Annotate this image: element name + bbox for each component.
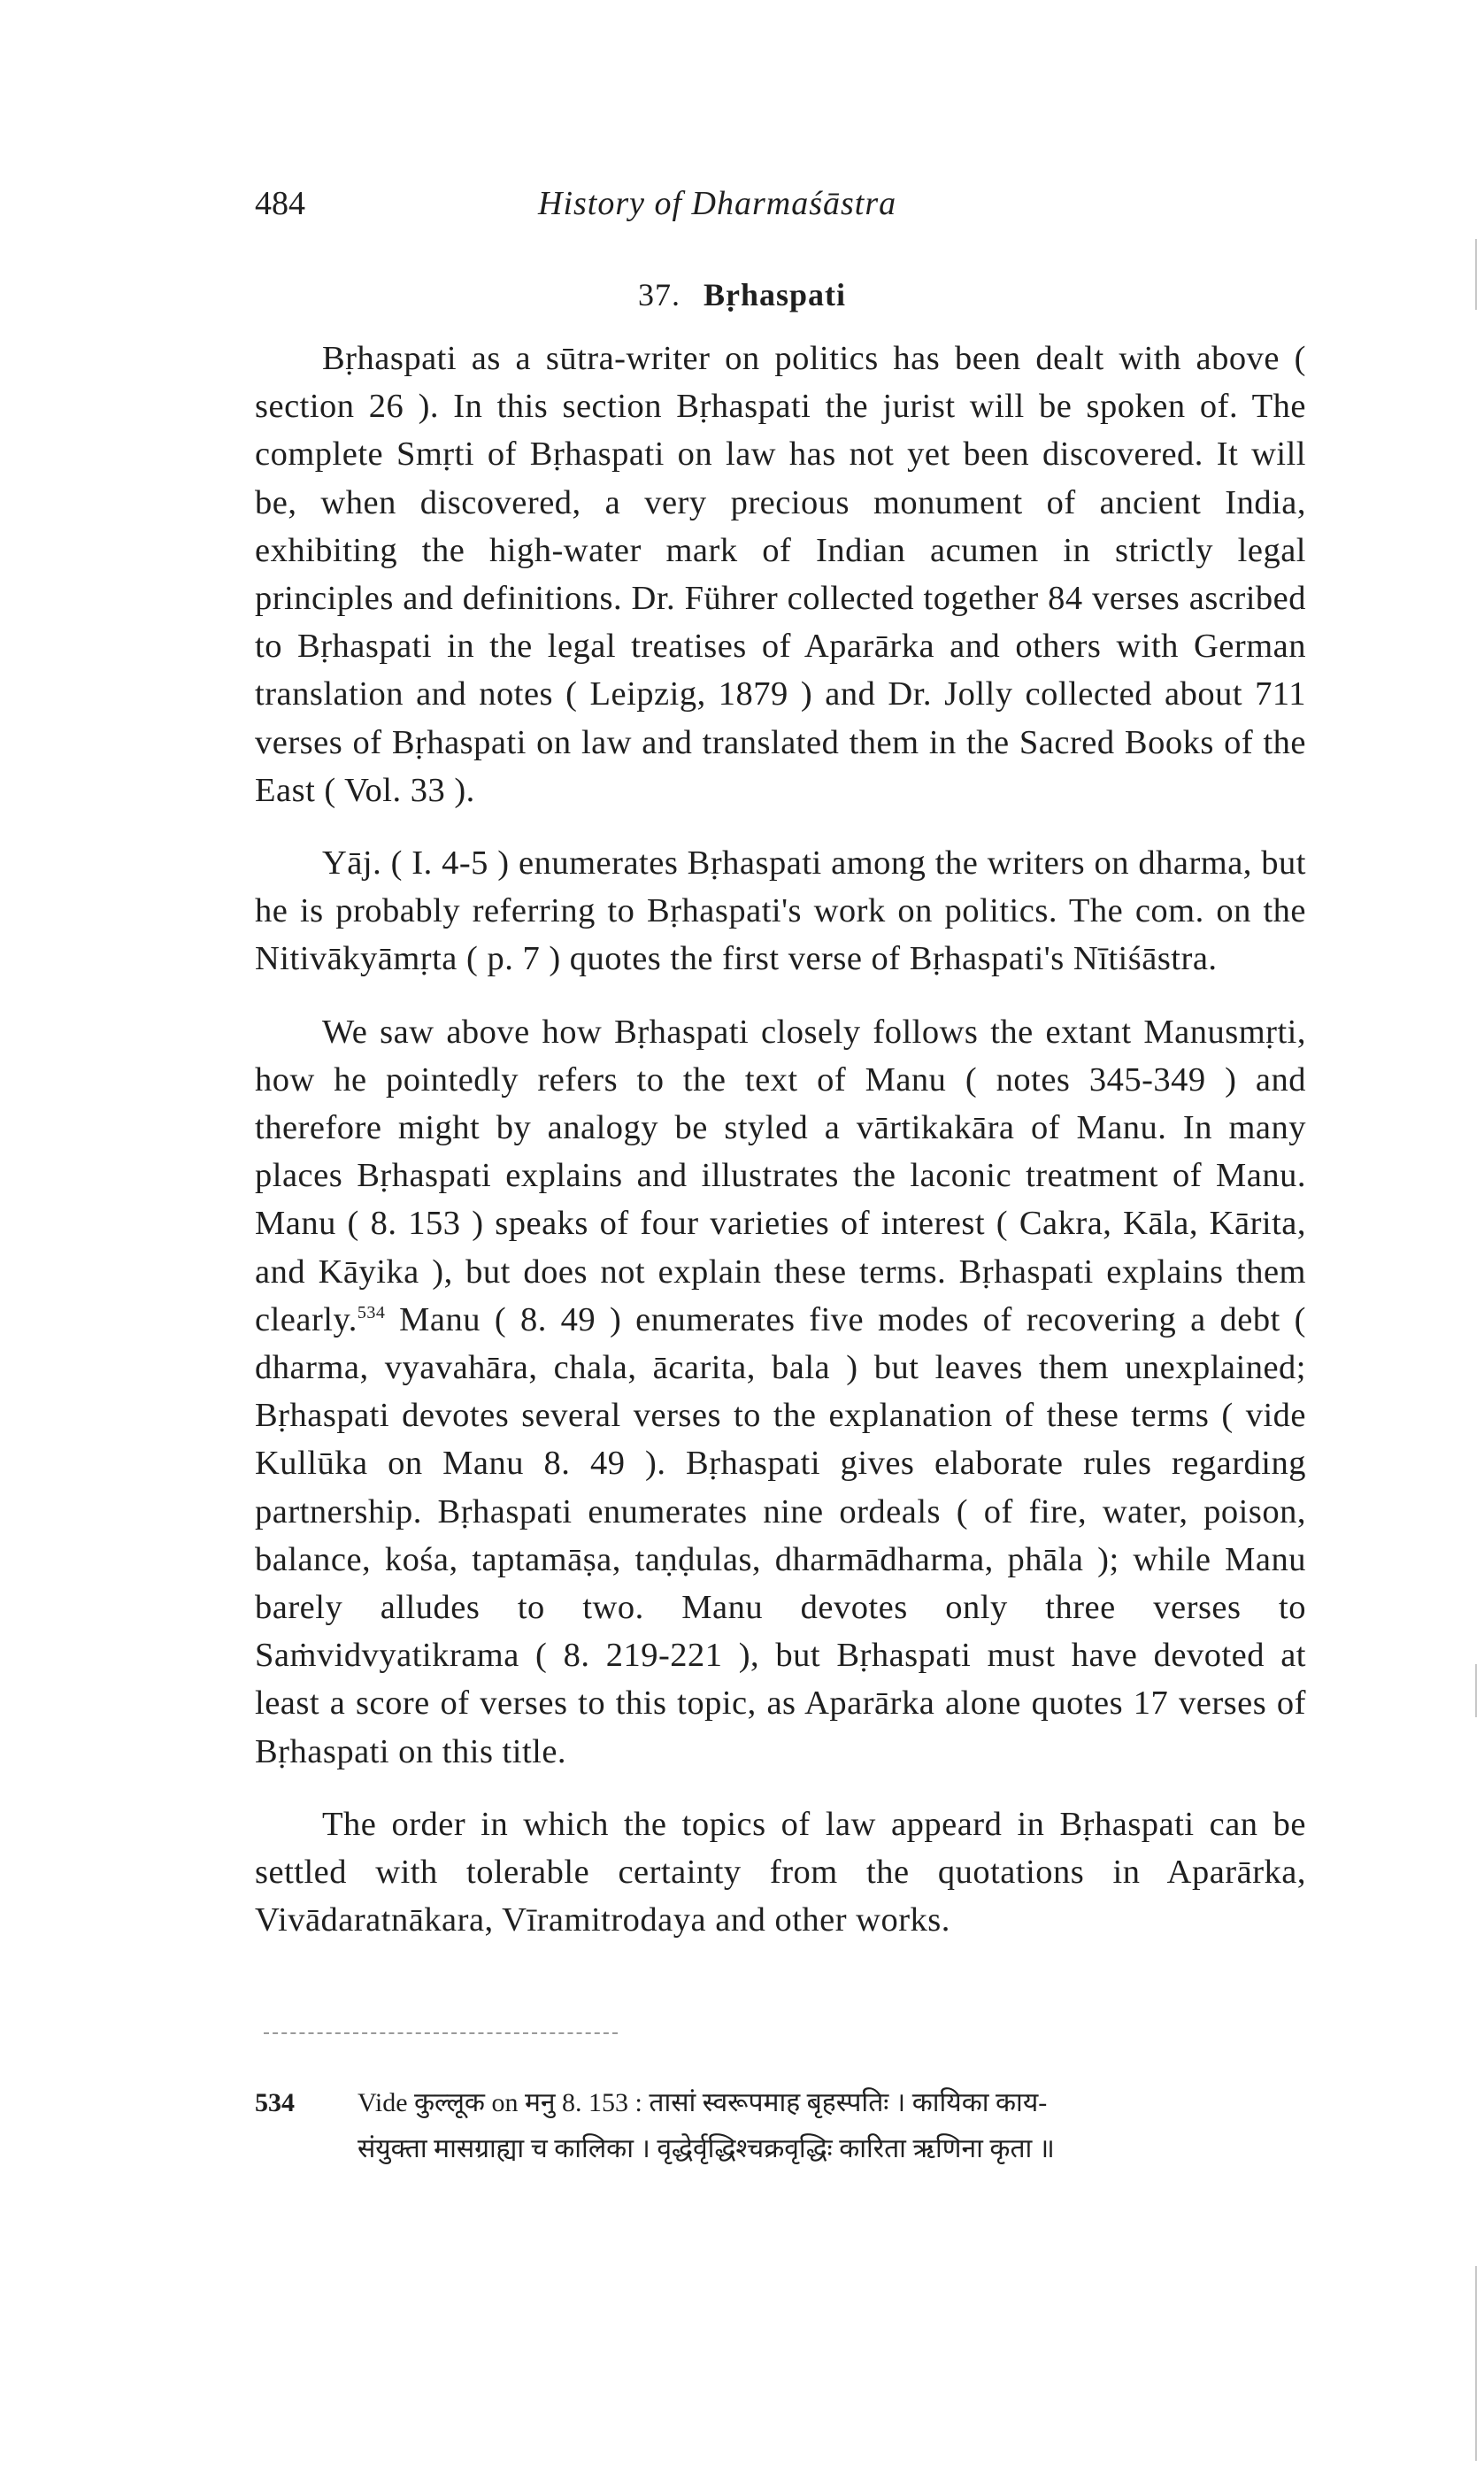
footnote-divider [264,2032,618,2034]
paragraph-3 [255,1008,1306,1776]
page-number: 484 [255,185,305,222]
running-head: History of Dharmaśāstra [538,185,897,222]
footnote-number: 534 [255,2088,295,2117]
body-text [255,335,1306,1945]
footnote [255,2080,1306,2172]
page-header [255,184,1317,237]
paragraph-1: Bṛhaspati as a sūtra-writer on politics has been dealt with above ( section 26 ). In this section Bṛhaspati the jurist will be spoken of. The complete Smṛti of Bṛhaspati on law has not yet been discovered. It will be, when discovered, a very precious monument of ancient India, exhibiting the high-water mark of Indian acumen in strictly legal principles and definitions. Dr. Führer collected together 84 verses ascribed to Bṛhaspati in the legal treatises of Aparārka and others with German translation and notes ( Leipzig, 1879 ) and Dr. Jolly collected about 711 verses of Bṛhaspati on law and translated them in the Sacred Books of the East ( Vol. 33 ). [255,340,1306,809]
footnote-text-line-1: Vide कुल्लूक on मनु 8. 153 : तासां स्वरूपमाह बृहस्पतिः । कायिका काय- [358,2088,1048,2117]
section-title: Bṛhaspati [703,277,847,312]
footnote-line-2 [255,2126,1306,2172]
paragraph-3-text-b: Manu ( 8. 49 ) enumerates five modes of recovering a debt ( dharma, vyavahāra, chala, ācarita, bala ) but leaves them unexplained; Bṛhaspati devotes several verses to the explanation of these terms ( vide Kullūka on Manu 8. 49 ). Bṛhaspati gives elaborate rules regarding partnership. Bṛhaspati enumerates nine ordeals ( of fire, water, poison, balance, kośa, taptamāṣa, taṇḍulas, dharmādharma, phāla ); while Manu barely alludes to two. Manu devotes only three verses to Saṁvidvyatikrama ( 8. 219-221 ), but Bṛhaspati must have devoted at least a score of verses to this topic, as Aparārka alone quotes 17 verses of Bṛhaspati on this title. [255,1300,1306,1770]
scan-margin-mark [1475,239,1477,310]
footnote-text-line-2: संयुक्ता मासग्राह्या च कालिका । वृद्धेर्वृद्धिश्चक्रवृद्धिः कारिता ऋणिना कृता ॥ [358,2134,1055,2163]
paragraph-3-text-a: We saw above how Bṛhaspati closely follows the extant Manusmṛti, how he pointedly refers to the text of Manu ( notes 345-349 ) and therefore might by analogy be styled a vārtikakāra of Manu. In many places Bṛhaspati explains and illustrates the laconic treatment of Manu. Manu ( 8. 153 ) speaks of four varieties of interest ( Cakra, Kāla, Kārita, and Kāyika ), but does not explain these terms. Bṛhaspati explains them clearly. [255,1013,1306,1338]
scan-margin-mark [1475,2266,1477,2461]
footnote-line-1 [255,2080,1306,2126]
scan-margin-mark [1475,1664,1477,1717]
paragraph-4: The order in which the topics of law appeard in Bṛhaspati can be settled with tolerable certainty from the quotations in Aparārka, Vivādaratnākara, Vīramitrodaya and other works. [255,1805,1306,1939]
paragraph-2: Yāj. ( I. 4-5 ) enumerates Bṛhaspati among the writers on dharma, but he is probably referring to Bṛhaspati's work on politics. The com. on the Nitivākyāmṛta ( p. 7 ) quotes the first verse of Bṛhaspati's Nītiśāstra. [255,844,1306,978]
section-number: 37. [637,277,680,312]
footnote-reference[interactable]: 534 [357,1303,386,1323]
section-heading [0,276,1484,313]
